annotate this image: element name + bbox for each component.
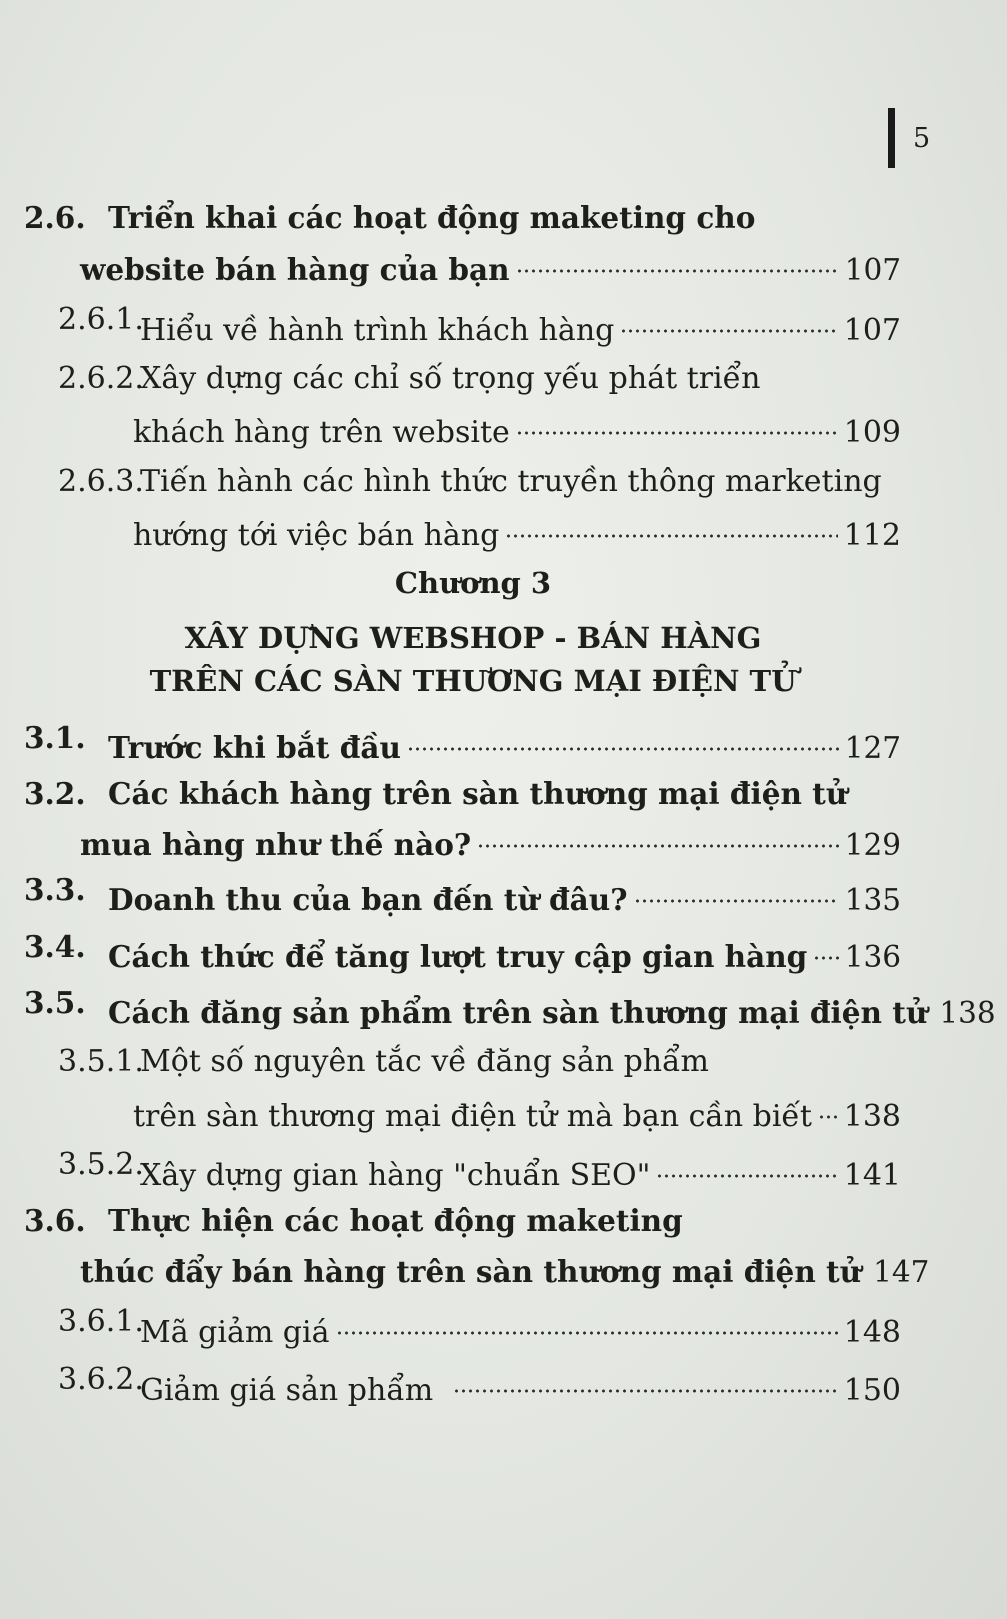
entry-title: Trước khi bắt đầu [108,730,401,765]
chapter-label: Chương 3 [394,566,552,600]
leader-dots [505,505,837,545]
entry-number: 2.6.1. [58,302,144,337]
entry-page: 107 [844,253,901,287]
entry-title: Cách đăng sản phẩm trên sàn thương mại điện tử [108,995,928,1030]
page-number: 5 [913,123,931,154]
entry-page: 148 [843,1315,901,1350]
entry-title: Cách thức để tăng lượt truy cập gian hàng [108,939,808,974]
entry-number: 3.2. [24,776,86,811]
entry-page: 136 [844,940,901,974]
entry-page: 150 [843,1373,901,1408]
leader-dots [336,1302,838,1342]
leader-dots [477,815,838,855]
entry-number: 3.4. [24,929,86,964]
entry-number: 2.6.2. [58,361,144,396]
chapter-title: XÂY DỰNG WEBSHOP - BÁN HÀNG [184,621,762,655]
leader-dots [516,240,839,280]
entry-title: Các khách hàng trên sàn thương mại điện tử [108,776,848,811]
entry-number: 3.5.2. [58,1147,144,1182]
entry-page: 141 [843,1158,901,1193]
leader-dots [407,718,839,758]
entry-number: 3.6. [24,1203,86,1238]
entry-title: trên sàn thương mại điện tử mà bạn cần biết [133,1099,812,1134]
leader-dots [453,1360,838,1400]
entry-title: Thực hiện các hoạt động maketing [108,1203,683,1238]
entry-title: Triển khai các hoạt động maketing cho [108,200,756,235]
entry-title: Doanh thu của bạn đến từ đâu? [108,882,628,917]
entry-page: 138 [939,996,996,1030]
entry-title: Xây dựng các chỉ số trọng yếu phát triển [140,361,761,396]
entry-number: 3.6.2. [58,1362,144,1397]
entry-title: thúc đẩy bán hàng trên sàn thương mại điện tử [80,1254,862,1289]
entry-title: website bán hàng của bạn [80,252,510,287]
entry-page: 109 [843,415,901,450]
leader-dots [516,402,838,442]
entry-page: 107 [843,313,901,348]
entry-page: 147 [873,1255,930,1289]
header-rule [888,108,895,168]
entry-page: 112 [843,518,901,553]
entry-page: 138 [843,1099,901,1134]
entry-title: Giảm giá sản phẩm [140,1373,434,1408]
leader-dots [813,927,838,967]
entry-title: Hiểu về hành trình khách hàng [140,313,615,348]
entry-number: 2.6. [24,200,86,235]
leader-dots [620,300,837,340]
leader-dots [634,870,839,910]
entry-number: 3.1. [24,720,86,755]
chapter-title: TRÊN CÁC SÀN THƯƠNG MẠI ĐIỆN TỬ [149,664,797,698]
entry-page: 129 [844,828,901,862]
leader-dots [656,1145,837,1185]
entry-page: 127 [844,731,901,765]
entry-title: khách hàng trên website [133,415,510,450]
entry-number: 3.3. [24,872,86,907]
entry-number: 3.5. [24,985,86,1020]
entry-number: 3.6.1. [58,1304,144,1339]
entry-number: 3.5.1. [58,1044,144,1079]
entry-title: Mã giảm giá [140,1315,330,1350]
entry-title: mua hàng như thế nào? [80,827,472,862]
entry-title: Một số nguyên tắc về đăng sản phẩm [140,1044,709,1079]
entry-title: hướng tới việc bán hàng [133,518,500,553]
entry-page: 135 [844,883,901,917]
leader-dots [818,1086,838,1126]
entry-number: 2.6.3. [58,464,144,499]
entry-title: Xây dựng gian hàng "chuẩn SEO" [140,1158,651,1193]
entry-title: Tiến hành các hình thức truyền thông marketing [140,464,882,499]
